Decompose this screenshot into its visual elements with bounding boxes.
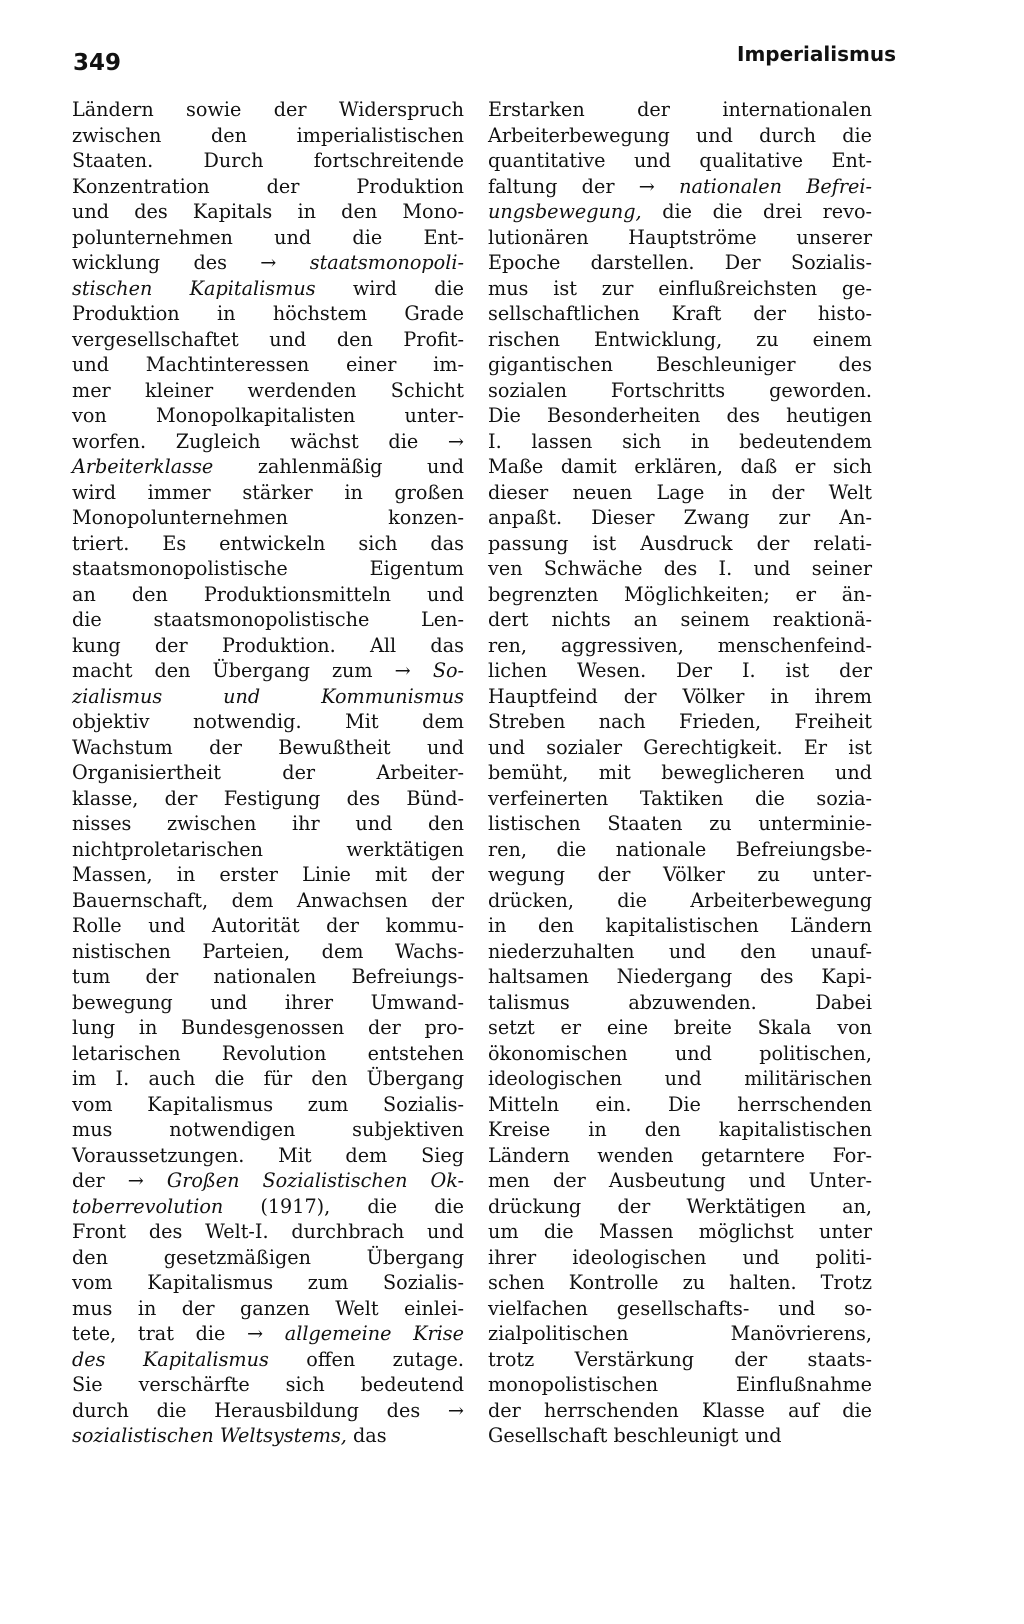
text-segment: drücken, die Arbeiterbewegung [488, 888, 872, 912]
text-segment: worfen. Zugleich wächst die → [72, 429, 464, 453]
text-line [488, 1194, 872, 1220]
text-line [488, 1143, 872, 1169]
text-segment: Streben nach Frieden, Freiheit [488, 710, 872, 733]
text-line [72, 123, 464, 149]
text-line [488, 1245, 872, 1271]
text-segment: Konzentration der Produktion [72, 174, 464, 198]
text-line [72, 480, 464, 506]
text-line [72, 1066, 464, 1092]
text-line [72, 1372, 464, 1398]
text-segment: in den kapitalistischen Ländern [488, 914, 872, 937]
text-line [488, 1347, 872, 1373]
text-segment: ven Schwäche des I. und seiner [488, 557, 872, 580]
text-segment: verfeinerten Taktiken die sozia- [488, 786, 872, 810]
text-segment: offen zutage. [268, 1347, 464, 1371]
italic-text-segment: nationalen Befrei- [679, 174, 872, 198]
text-line [72, 1168, 464, 1194]
text-segment: der herrschenden Klasse auf die [488, 1398, 872, 1422]
text-line [488, 1398, 872, 1424]
text-segment: Staaten. Durch fortschreitende [72, 149, 464, 172]
italic-text-segment: sozialistischen Weltsystems, [72, 1424, 347, 1447]
text-line [72, 1321, 464, 1347]
text-line [72, 633, 464, 659]
text-segment: polunternehmen und die Ent- [72, 225, 464, 249]
text-segment: talismus abzuwenden. Dabei [488, 990, 872, 1014]
text-line [72, 811, 464, 837]
text-segment: Arbeiterbewegung und durch die [488, 123, 872, 147]
text-segment: Wachstum der Bewußtheit und [72, 735, 464, 759]
italic-text-segment: Großen Sozialistischen Ok- [166, 1169, 464, 1192]
text-line [488, 786, 872, 812]
text-segment: (1917), die die [223, 1194, 464, 1218]
text-line [72, 786, 464, 812]
text-segment: klasse, der Festigung des Bünd- [72, 786, 464, 810]
text-line [488, 480, 872, 506]
text-line [72, 658, 464, 684]
text-line [72, 607, 464, 633]
text-segment: haltsamen Niedergang des Kapi- [488, 965, 872, 988]
text-line [72, 913, 464, 939]
text-line [72, 352, 464, 378]
italic-text-segment: allgemeine Krise [284, 1322, 464, 1345]
text-line [72, 531, 464, 557]
italic-text-segment: ungsbewegung, [488, 200, 642, 223]
text-line [488, 250, 872, 276]
text-segment: Erstarken der internationalen [488, 98, 872, 121]
text-line [488, 352, 872, 378]
italic-text-segment: stischen Kapitalismus [72, 276, 316, 300]
text-segment: lutionären Hauptströme unserer [488, 225, 872, 249]
text-line [72, 454, 464, 480]
text-line [72, 1270, 464, 1296]
text-segment: mus notwendigen subjektiven [72, 1118, 464, 1141]
text-line [72, 1245, 464, 1271]
text-segment: sozialen Fortschritts geworden. [488, 378, 872, 402]
text-segment: objektiv notwendig. Mit dem [72, 710, 464, 733]
text-line [488, 811, 872, 837]
text-line [72, 862, 464, 888]
text-line [488, 862, 872, 888]
text-line [72, 709, 464, 735]
text-segment: wegung der Völker zu unter- [488, 863, 872, 886]
text-segment: quantitative und qualitative Ent- [488, 149, 872, 172]
text-line [488, 1092, 872, 1118]
text-line [72, 1296, 464, 1322]
text-segment: Organisiertheit der Arbeiter- [72, 761, 464, 784]
text-line [488, 607, 872, 633]
text-segment: durch die Herausbildung des → [72, 1398, 464, 1422]
text-segment: gigantischen Beschleuniger des [488, 353, 872, 376]
italic-text-segment: des Kapitalismus [72, 1347, 269, 1371]
italic-text-segment: staatsmonopoli- [309, 251, 464, 274]
text-line [488, 1423, 872, 1449]
text-line [488, 454, 872, 480]
text-segment: wird immer stärker in großen [72, 480, 464, 504]
text-line [488, 1296, 872, 1322]
text-line [72, 1041, 464, 1067]
text-segment: Rolle und Autorität der kommu- [72, 914, 464, 937]
text-line [488, 276, 872, 302]
text-segment: wird die [315, 276, 464, 300]
text-line [72, 1347, 464, 1373]
text-line [72, 1015, 464, 1041]
text-segment: macht den Übergang zum → [72, 659, 433, 682]
text-line [72, 276, 464, 302]
text-segment: wicklung des → [72, 251, 310, 274]
text-line [72, 582, 464, 608]
text-segment: I. lassen sich in bedeutendem [488, 429, 872, 453]
text-segment: monopolistischen Einflußnahme [488, 1373, 872, 1396]
text-segment: bemüht, mit beweglicheren und [488, 761, 872, 784]
italic-text-segment: So- [432, 659, 464, 682]
text-line [72, 327, 464, 353]
text-line [488, 582, 872, 608]
text-line [488, 837, 872, 863]
text-segment: Epoche darstellen. Der Sozialis- [488, 251, 872, 274]
text-segment: an den Produktionsmitteln und [72, 582, 464, 606]
text-line [488, 97, 872, 123]
text-segment: die staatsmonopolistische Len- [72, 608, 464, 631]
text-segment: Gesellschaft beschleunigt und [488, 1424, 782, 1447]
text-line [488, 199, 872, 225]
text-segment: tum der nationalen Befreiungs- [72, 965, 464, 988]
text-segment: und des Kapitals in den Mono- [72, 200, 464, 223]
text-segment: dert nichts an seinem reaktionä- [488, 608, 872, 631]
text-line [488, 505, 872, 531]
text-segment: Massen, in erster Linie mit der [72, 863, 464, 886]
text-line [488, 1270, 872, 1296]
text-segment: Sie verschärfte sich bedeutend [72, 1373, 464, 1396]
text-line [72, 735, 464, 761]
text-line [488, 633, 872, 659]
text-line [488, 123, 872, 149]
text-line [72, 990, 464, 1016]
text-segment: dieser neuen Lage in der Welt [488, 480, 872, 504]
text-segment: staatsmonopolistische Eigentum [72, 557, 464, 580]
text-line [488, 403, 872, 429]
text-line [488, 1372, 872, 1398]
text-segment: Voraussetzungen. Mit dem Sieg [72, 1143, 464, 1167]
text-segment: anpaßt. Dieser Zwang zur An- [488, 506, 872, 529]
text-line [72, 760, 464, 786]
text-line [488, 531, 872, 557]
text-segment: Front des Welt-I. durchbrach und [72, 1220, 464, 1243]
text-segment: die die drei revo- [641, 200, 872, 223]
text-line [488, 709, 872, 735]
text-line [72, 403, 464, 429]
text-segment: schen Kontrolle zu halten. Trotz [488, 1271, 872, 1294]
text-line [72, 1117, 464, 1143]
text-line [72, 199, 464, 225]
text-segment: vom Kapitalismus zum Sozialis- [72, 1092, 464, 1116]
text-line [488, 1219, 872, 1245]
text-segment: ren, aggressiven, menschenfeind- [488, 633, 872, 657]
text-line [72, 964, 464, 990]
text-segment: kung der Produktion. All das [72, 633, 464, 657]
text-segment: niederzuhalten und den unauf- [488, 939, 872, 963]
text-line [488, 556, 872, 582]
text-segment: zahlenmäßig und [213, 455, 464, 478]
text-line [72, 301, 464, 327]
text-line [488, 429, 872, 455]
text-line [488, 939, 872, 965]
text-segment: ökonomischen und politischen, [488, 1041, 872, 1065]
text-line [72, 684, 464, 710]
text-segment: letarischen Revolution entstehen [72, 1041, 464, 1065]
text-segment: im I. auch die für den Übergang [72, 1067, 464, 1090]
text-line [488, 327, 872, 353]
text-line [72, 378, 464, 404]
text-line [72, 148, 464, 174]
text-segment: von Monopolkapitalisten unter- [72, 404, 464, 427]
text-line [488, 174, 872, 200]
italic-text-segment: toberrevolution [72, 1194, 224, 1218]
text-line [72, 1092, 464, 1118]
text-line [72, 97, 464, 123]
text-segment: mus ist zur einflußreichsten ge- [488, 276, 872, 300]
left-text-column [72, 97, 464, 1449]
text-segment: den gesetzmäßigen Übergang [72, 1245, 464, 1269]
text-segment: ideologischen und militärischen [488, 1067, 872, 1090]
text-segment: Ländern wenden getarntere For- [488, 1143, 872, 1167]
text-line [488, 1015, 872, 1041]
text-line [72, 174, 464, 200]
text-segment: der → [72, 1169, 167, 1192]
text-line [488, 225, 872, 251]
text-segment: bewegung und ihrer Umwand- [72, 990, 464, 1014]
text-line [72, 1219, 464, 1245]
text-line [488, 378, 872, 404]
text-segment: vergesellschaftet und den Profit- [72, 327, 464, 351]
text-segment: trotz Verstärkung der staats- [488, 1347, 872, 1371]
text-line [72, 250, 464, 276]
text-segment: vom Kapitalismus zum Sozialis- [72, 1271, 464, 1294]
text-line [488, 913, 872, 939]
text-segment: begrenzten Möglichkeiten; er än- [488, 582, 872, 606]
text-segment: nisses zwischen ihr und den [72, 812, 464, 835]
text-line [72, 1143, 464, 1169]
text-line [488, 964, 872, 990]
text-line [72, 837, 464, 863]
text-segment: das [346, 1424, 387, 1447]
text-segment: ihrer ideologischen und politi- [488, 1245, 872, 1269]
text-segment: Monopolunternehmen konzen- [72, 506, 464, 529]
text-segment: zwischen den imperialistischen [72, 123, 464, 147]
running-head: Imperialismus [737, 42, 896, 66]
text-segment: Hauptfeind der Völker in ihrem [488, 684, 872, 708]
text-segment: mus in der ganzen Welt einlei- [72, 1296, 464, 1320]
text-line [488, 1066, 872, 1092]
text-segment: und Machtinteressen einer im- [72, 353, 464, 376]
text-segment: men der Ausbeutung und Unter- [488, 1169, 872, 1192]
text-line [488, 1168, 872, 1194]
text-segment: Bauernschaft, dem Anwachsen der [72, 888, 464, 912]
text-segment: Maße damit erklären, daß er sich [488, 455, 872, 478]
text-segment: Kreise in den kapitalistischen [488, 1118, 872, 1141]
text-segment: um die Massen möglichst unter [488, 1220, 872, 1243]
text-line [72, 888, 464, 914]
text-segment: listischen Staaten zu unterminie- [488, 812, 872, 835]
text-line [488, 1117, 872, 1143]
page-number: 349 [73, 50, 122, 76]
text-segment: nichtproletarischen werktätigen [72, 837, 464, 861]
text-line [488, 735, 872, 761]
text-segment: vielfachen gesellschafts- und so- [488, 1296, 872, 1320]
text-segment: sellschaftlichen Kraft der histo- [488, 302, 872, 325]
text-line [488, 301, 872, 327]
text-segment: lung in Bundesgenossen der pro- [72, 1016, 464, 1039]
text-line [488, 888, 872, 914]
text-segment: Produktion in höchstem Grade [72, 302, 464, 325]
text-segment: zialpolitischen Manövrierens, [488, 1322, 872, 1345]
text-line [488, 148, 872, 174]
text-segment: setzt er eine breite Skala von [488, 1016, 872, 1039]
text-line [488, 684, 872, 710]
text-segment: nistischen Parteien, dem Wachs- [72, 939, 464, 963]
text-segment: und sozialer Gerechtigkeit. Er ist [488, 735, 872, 759]
text-segment: drückung der Werktätigen an, [488, 1194, 872, 1218]
text-segment: Ländern sowie der Widerspruch [72, 98, 464, 121]
text-segment: rischen Entwicklung, zu einem [488, 327, 872, 351]
text-line [488, 990, 872, 1016]
text-segment: Mitteln ein. Die herrschenden [488, 1092, 872, 1116]
text-line [72, 939, 464, 965]
right-text-column [488, 97, 872, 1449]
text-line [488, 658, 872, 684]
text-segment: triert. Es entwickeln sich das [72, 531, 464, 555]
text-line [488, 1041, 872, 1067]
text-line [72, 1194, 464, 1220]
text-segment: Die Besonderheiten des heutigen [488, 404, 872, 427]
italic-text-segment: Arbeiterklasse [72, 455, 214, 478]
text-line [488, 760, 872, 786]
italic-text-segment: zialismus und Kommunismus [72, 684, 464, 708]
text-segment: passung ist Ausdruck der relati- [488, 531, 872, 555]
text-line [488, 1321, 872, 1347]
text-line [72, 505, 464, 531]
text-line [72, 1398, 464, 1424]
text-line [72, 225, 464, 251]
text-segment: faltung der → [488, 174, 680, 198]
text-segment: mer kleiner werdenden Schicht [72, 378, 464, 402]
text-line [72, 1423, 464, 1449]
text-segment: ren, die nationale Befreiungsbe- [488, 837, 872, 861]
text-line [72, 429, 464, 455]
text-segment: lichen Wesen. Der I. ist der [488, 659, 872, 682]
text-line [72, 556, 464, 582]
text-segment: tete, trat die → [72, 1322, 285, 1345]
